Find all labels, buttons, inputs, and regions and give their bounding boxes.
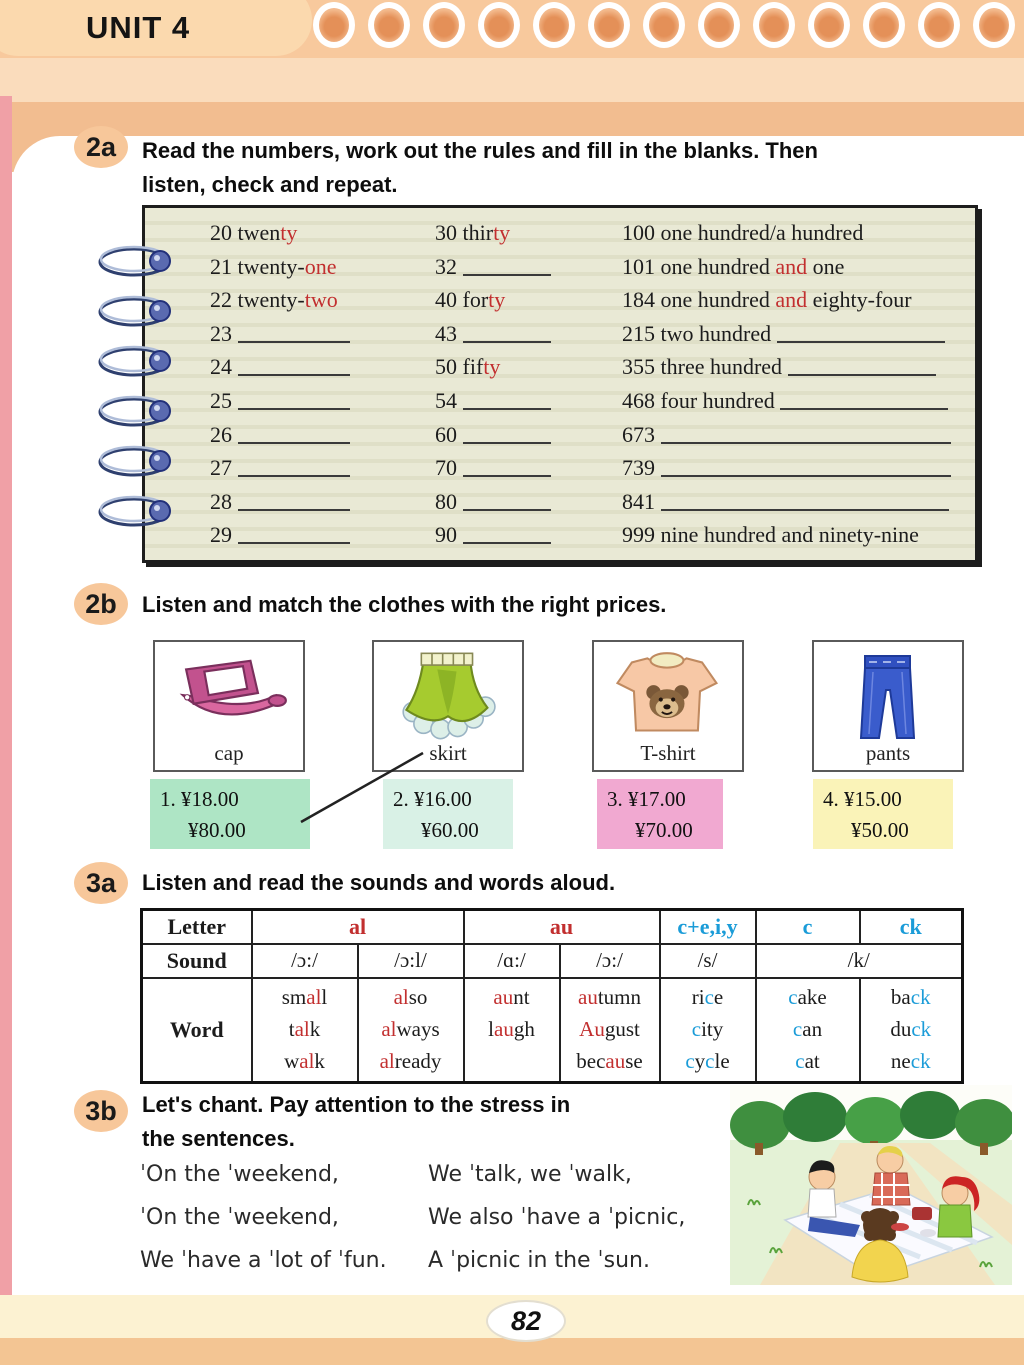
sound-ol: /ɔ:l/ <box>358 944 464 978</box>
ring-icon <box>313 2 355 48</box>
number-row: 29 <box>210 518 350 552</box>
price-line: 1. ¥18.00 <box>160 787 239 811</box>
page-number-badge: 82 <box>486 1300 566 1342</box>
numbers-column-2 <box>435 216 551 552</box>
number-row: 90 <box>435 518 551 552</box>
number-row: 22 twenty-two <box>210 287 338 313</box>
binder-ring-icon <box>96 294 180 330</box>
number-row: 40 forty <box>435 287 506 313</box>
unit-title: UNIT 4 <box>86 10 191 45</box>
ring-icon <box>368 2 410 48</box>
number-row: 28 <box>210 485 350 519</box>
ring-icon <box>973 2 1015 48</box>
clothes-label-cap: cap <box>214 741 244 765</box>
clothes-card-tshirt <box>592 640 744 772</box>
word-col-al-o: small talk walk <box>252 978 358 1083</box>
price-line: ¥80.00 <box>188 818 246 842</box>
price-line: ¥60.00 <box>421 818 479 842</box>
section-3b-badge: 3b <box>74 1090 128 1132</box>
number-row: 54 <box>435 384 551 418</box>
decorative-rings <box>313 2 1024 53</box>
letter-ceiy: c+e,i,y <box>660 910 756 944</box>
number-row: 25 <box>210 384 350 418</box>
numbers-column-3 <box>622 216 951 552</box>
number-row: 60 <box>435 418 551 452</box>
letter-au: au <box>464 910 660 944</box>
chant-line: ˈOn the ˈweekend, <box>140 1205 339 1230</box>
ring-icon <box>753 2 795 48</box>
ring-icon <box>533 2 575 48</box>
sound-o: /ɔ:/ <box>252 944 358 978</box>
price-card-3 <box>597 779 723 849</box>
price-line: 4. ¥15.00 <box>823 787 902 811</box>
header-band-light <box>0 58 1024 102</box>
word-col-ce: rice city cycle <box>660 978 756 1083</box>
word-col-au-o: autumn August because <box>560 978 660 1083</box>
sound-s: /s/ <box>660 944 756 978</box>
number-row: 70 <box>435 451 551 485</box>
sound-row-label: Sound <box>142 944 252 978</box>
number-row: 841 <box>622 485 951 519</box>
price-line: ¥50.00 <box>851 818 909 842</box>
instruction-3b-line1: Let's chant. Pay attention to the stress in <box>142 1092 571 1117</box>
number-row: 23 <box>210 317 350 351</box>
price-line: ¥70.00 <box>635 818 693 842</box>
number-row: 215 two hundred <box>622 317 951 351</box>
price-line: 3. ¥17.00 <box>607 787 686 811</box>
price-card-1 <box>150 779 310 849</box>
instruction-2b: Listen and match the clothes with the right prices. <box>142 592 667 617</box>
instruction-3a: Listen and read the sounds and words aloud. <box>142 870 616 895</box>
number-row: 26 <box>210 418 350 452</box>
number-row: 24 <box>210 350 350 384</box>
section-3a-badge: 3a <box>74 862 128 904</box>
pants-image <box>832 648 944 748</box>
binder-ring-icon <box>96 494 180 530</box>
sound-o2: /ɔ:/ <box>560 944 660 978</box>
skirt-image <box>389 648 507 744</box>
ring-icon <box>808 2 850 48</box>
ring-icon <box>423 2 465 48</box>
instruction-2a-line1: Read the numbers, work out the rules and fill in the blanks. Then <box>142 138 818 163</box>
number-row: 27 <box>210 451 350 485</box>
section-2a-badge: 2a <box>74 126 128 168</box>
number-row: 999 nine hundred and ninety-nine <box>622 522 919 548</box>
word-col-c: cake can cat <box>756 978 860 1083</box>
word-col-ck: back duck neck <box>860 978 963 1083</box>
sound-k: /k/ <box>756 944 963 978</box>
instruction-3b-line2: the sentences. <box>142 1126 295 1151</box>
price-line: 2. ¥16.00 <box>393 787 472 811</box>
binder-ring-icon <box>96 244 180 280</box>
sound-a: /ɑ:/ <box>464 944 560 978</box>
ring-icon <box>643 2 685 48</box>
number-row: 184 one hundred and eighty-four <box>622 287 912 313</box>
price-card-4 <box>813 779 953 849</box>
ring-icon <box>863 2 905 48</box>
page-edge-strip <box>0 96 12 1365</box>
instruction-3b <box>142 1088 570 1156</box>
section-2b-badge: 2b <box>74 583 128 625</box>
numbers-column-1 <box>210 216 350 552</box>
clothes-card-pants <box>812 640 964 772</box>
letter-row-label: Letter <box>142 910 252 944</box>
chant-line: We ˈtalk, we ˈwalk, <box>428 1162 632 1187</box>
chant-line: A ˈpicnic in the ˈsun. <box>428 1248 650 1273</box>
number-row: 20 twenty <box>210 220 298 245</box>
number-row: 80 <box>435 485 551 519</box>
clothes-label-pants: pants <box>865 741 911 765</box>
footer-peach-band <box>0 1338 1024 1365</box>
chant-line: We ˈhave a ˈlot of ˈfun. <box>140 1248 387 1273</box>
number-row: 100 one hundred/a hundred <box>622 220 864 245</box>
chant-line: We also ˈhave a ˈpicnic, <box>428 1205 686 1230</box>
number-row: 43 <box>435 317 551 351</box>
ring-icon <box>588 2 630 48</box>
letter-ck: ck <box>860 910 963 944</box>
chant-left-column <box>140 1153 387 1282</box>
match-line <box>293 747 433 829</box>
number-row: 101 one hundred and one <box>622 253 845 279</box>
number-row: 30 thirty <box>435 220 511 245</box>
instruction-2a-line2: listen, check and repeat. <box>142 172 398 197</box>
clothes-card-cap <box>153 640 305 772</box>
word-col-au-a: aunt laugh <box>464 978 560 1083</box>
chant-right-column <box>428 1153 685 1282</box>
number-row: 468 four hundred <box>622 384 951 418</box>
word-row-label: Word <box>142 978 252 1083</box>
ring-icon <box>698 2 740 48</box>
chant-line: ˈOn the ˈweekend, <box>140 1162 339 1187</box>
letter-al: al <box>252 910 464 944</box>
word-col-al-ol: also always already <box>358 978 464 1083</box>
number-row: 355 three hundred <box>622 350 951 384</box>
binder-ring-icon <box>96 344 180 380</box>
cap-image <box>170 648 288 738</box>
binder-ring-icon <box>96 444 180 480</box>
ring-icon <box>478 2 520 48</box>
number-row: 50 fifty <box>435 354 501 380</box>
binder-ring-icon <box>96 394 180 430</box>
clothes-label-tshirt: T-shirt <box>640 741 696 765</box>
number-row: 673 <box>622 418 951 452</box>
number-row: 32 <box>435 250 551 284</box>
instruction-2a <box>142 134 818 202</box>
picnic-illustration <box>730 1085 1012 1285</box>
number-row: 21 twenty-one <box>210 253 337 279</box>
ring-icon <box>918 2 960 48</box>
clothes-label-skirt: skirt <box>429 741 467 765</box>
tshirt-image <box>609 648 727 746</box>
number-row: 739 <box>622 451 951 485</box>
sounds-table <box>140 908 964 1084</box>
letter-c: c <box>756 910 860 944</box>
